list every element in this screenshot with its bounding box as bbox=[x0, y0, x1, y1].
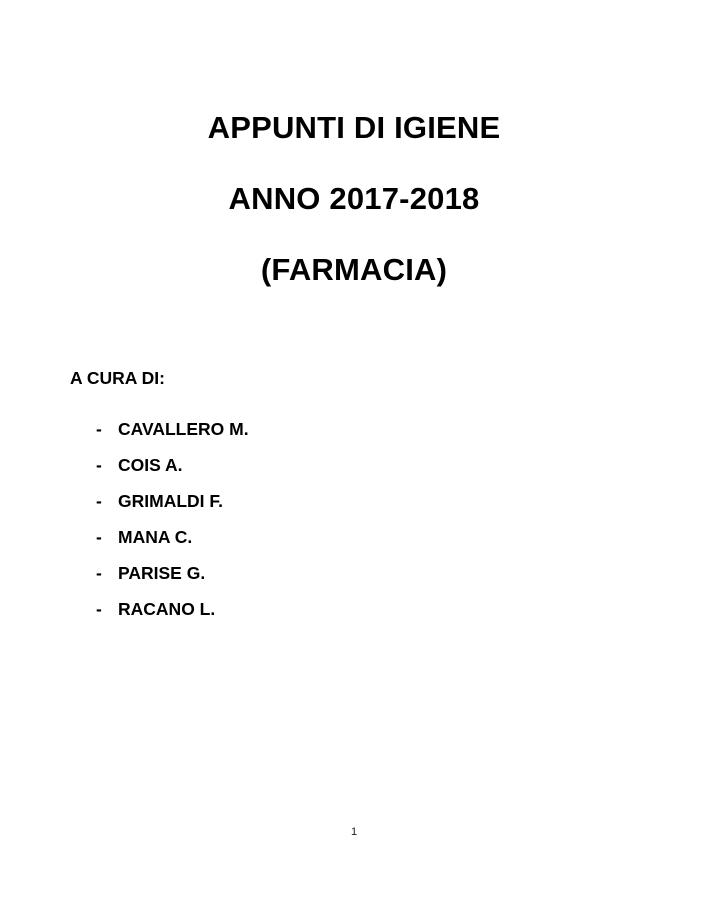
bullet-dash-icon: - bbox=[96, 419, 102, 439]
list-item bbox=[96, 519, 708, 555]
page-title-line-1: APPUNTI DI IGIENE bbox=[207, 110, 501, 145]
author-name: CAVALLERO M. bbox=[118, 419, 249, 439]
author-name: COIS A. bbox=[118, 455, 183, 475]
page-title-line-2: ANNO 2017-2018 bbox=[228, 181, 480, 216]
page-number: 1 bbox=[350, 826, 358, 838]
bullet-dash-icon: - bbox=[96, 527, 102, 547]
authors-list bbox=[96, 411, 708, 627]
list-item bbox=[96, 591, 708, 627]
list-item bbox=[96, 555, 708, 591]
author-name: PARISE G. bbox=[118, 563, 206, 583]
list-item bbox=[96, 483, 708, 519]
author-name: MANA C. bbox=[118, 527, 193, 547]
bullet-dash-icon: - bbox=[96, 599, 102, 619]
credits-label: A CURA DI: bbox=[70, 368, 165, 388]
bullet-dash-icon: - bbox=[96, 455, 102, 475]
list-item bbox=[96, 411, 708, 447]
page-title-line-3: (FARMACIA) bbox=[260, 252, 448, 287]
bullet-dash-icon: - bbox=[96, 491, 102, 511]
author-name: GRIMALDI F. bbox=[118, 491, 223, 511]
author-name: RACANO L. bbox=[118, 599, 216, 619]
title-block bbox=[0, 0, 708, 305]
bullet-dash-icon: - bbox=[96, 563, 102, 583]
list-item bbox=[96, 447, 708, 483]
